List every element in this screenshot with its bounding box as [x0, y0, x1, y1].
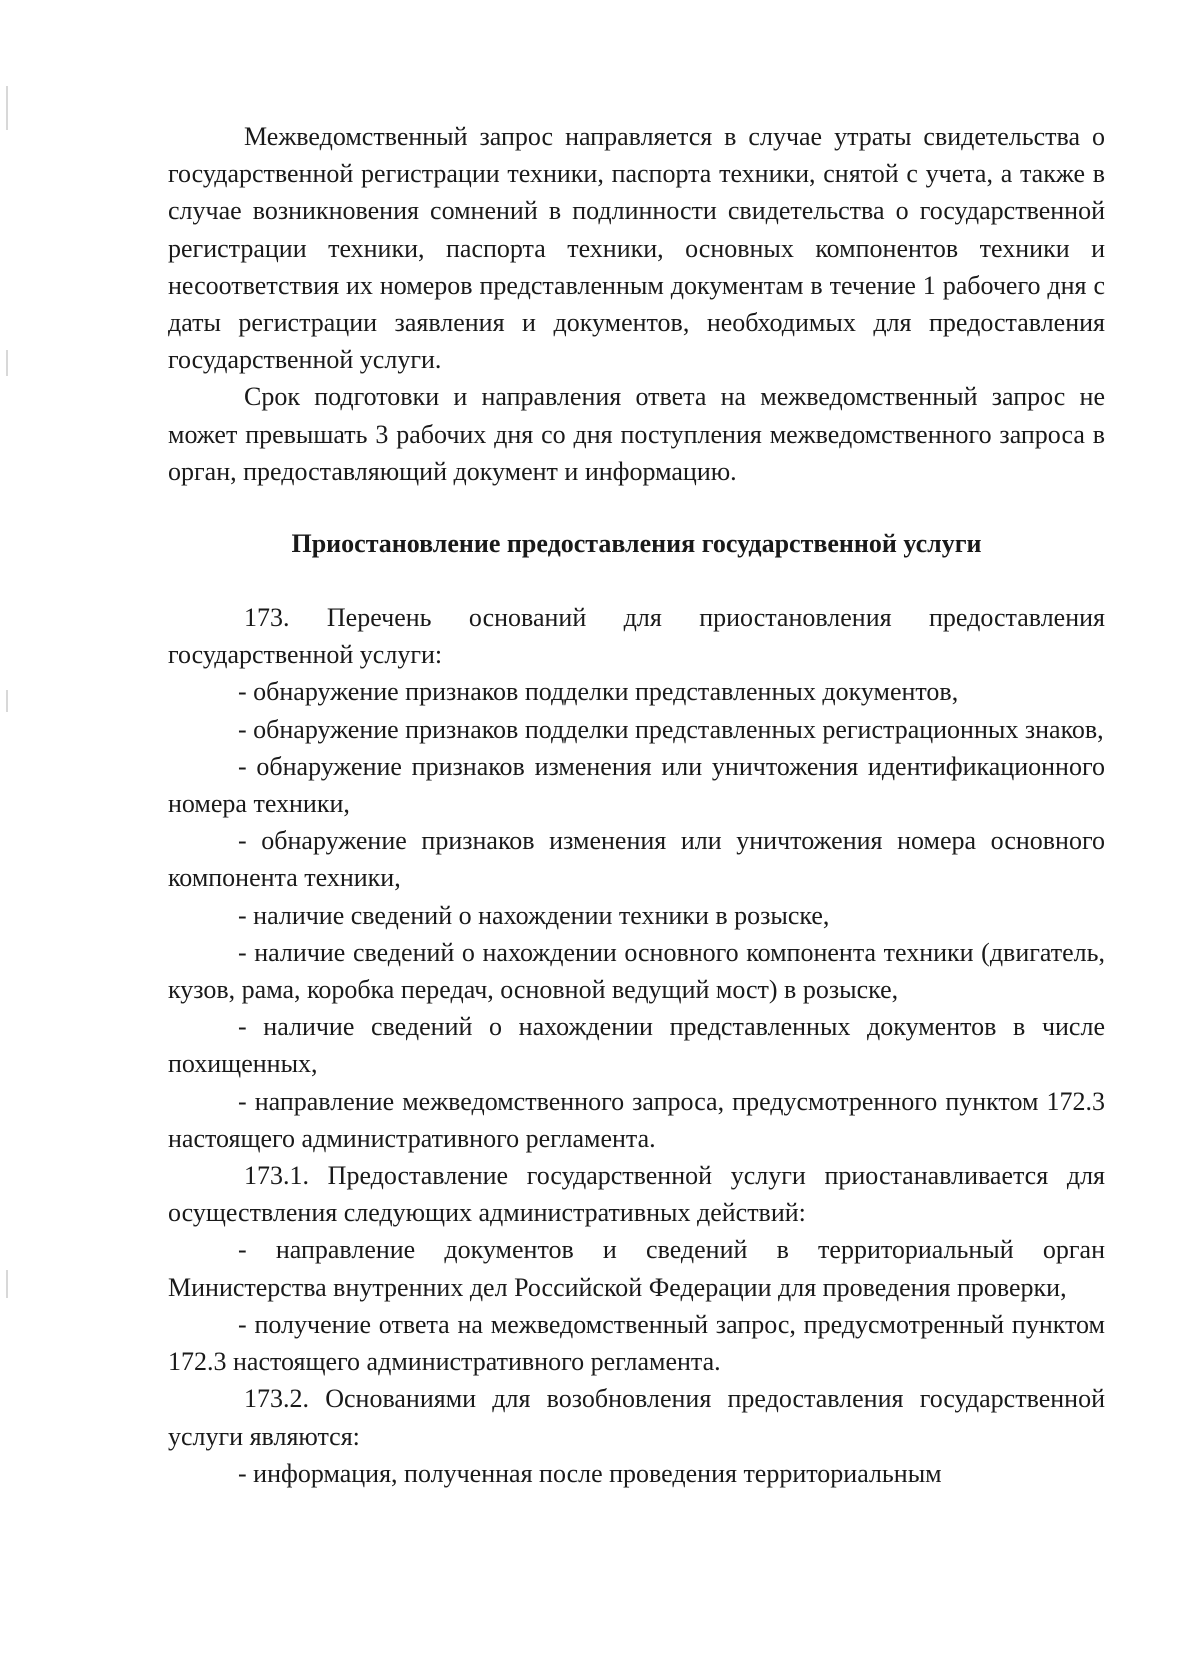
list-item: - обнаружение признаков изменения или уничтожения идентификационного номера техники,	[168, 751, 1105, 819]
list-item: - получение ответа на межведомственный запрос, предусмотренный пунктом 172.3 настоящего административного регламента.	[168, 1309, 1105, 1377]
paragraph-173-2: 173.2. Основаниями для возобновления предоставления государственной услуги являются:	[168, 1384, 1105, 1451]
list-item: - наличие сведений о нахождении представленных документов в числе похищенных,	[168, 1012, 1105, 1079]
list-item: - информация, полученная после проведения территориальным	[238, 1458, 942, 1488]
paragraph-interagency-request: Межведомственный запрос направляется в случае утраты свидетельства о государственной регистрации техники, паспорта техники, снятой с учета, а также в случае возникновения сомнений в подлинности свидетельства о государственной регистрации техники, паспорта техники, основных компонентов техники и несоответствия их номеров представленным документам в течение 1 рабочего дня с даты регистрации заявления и документов, необходимых для предоставления государственной услуги.	[168, 122, 1105, 375]
scan-edge-mark	[6, 350, 8, 376]
list-item: - наличие сведений о нахождении основного компонента техники (двигатель, кузов, рама, коробка передач, основной ведущий мост) в розыске,	[168, 937, 1105, 1005]
scan-edge-mark	[6, 1270, 8, 1298]
list-item: - наличие сведений о нахождении техники в розыске,	[238, 900, 830, 930]
list-item: - обнаружение признаков подделки представленных регистрационных знаков,	[238, 714, 1104, 744]
list-item: - обнаружение признаков подделки представленных документов,	[238, 677, 959, 707]
list-item: - направление документов и сведений в территориальный орган Министерства внутренних дел Российской Федерации для проведения проверки,	[168, 1235, 1105, 1302]
list-item: - направление межведомственного запроса, предусмотренного пунктом 172.3 настоящего административного регламента.	[168, 1086, 1105, 1153]
list-item: - обнаружение признаков изменения или уничтожения номера основного компонента техники,	[168, 826, 1105, 893]
paragraph-173-1: 173.1. Предоставление государственной услуги приостанавливается для осуществления следующих административных действий:	[168, 1161, 1105, 1228]
section-heading: Приостановление предоставления государственной услуги	[291, 529, 982, 559]
scan-edge-mark	[6, 86, 8, 130]
scan-edge-mark	[6, 690, 8, 712]
document-body	[168, 118, 1105, 1492]
paragraph-response-deadline: Срок подготовки и направления ответа на межведомственный запрос не может превышать 3 рабочих дня со дня поступления межведомственного запроса в орган, предоставляющий документ и информацию.	[168, 382, 1105, 486]
paragraph-173: 173. Перечень оснований для приостановления предоставления государственной услуги:	[168, 603, 1105, 670]
